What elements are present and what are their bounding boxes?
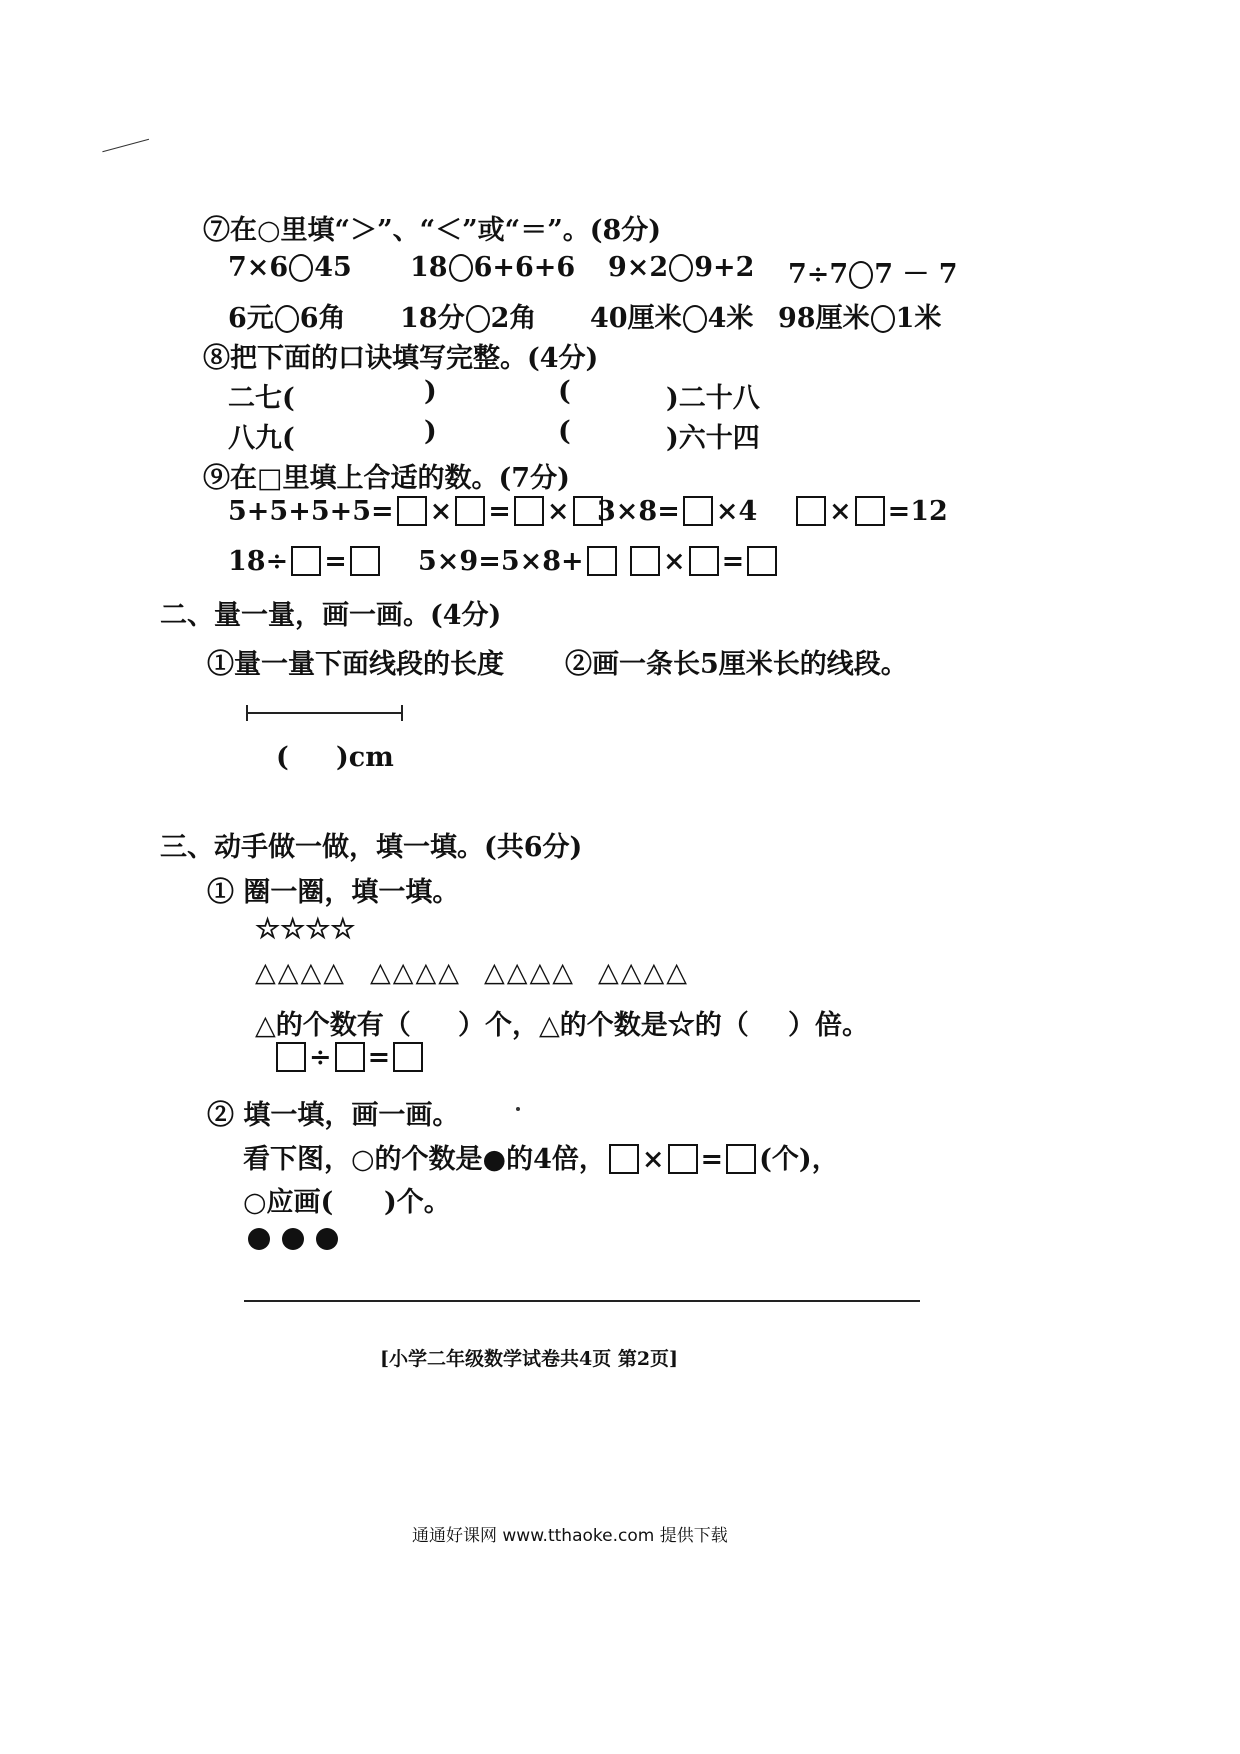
q8-blank-4-open: ( [558,416,571,447]
answer-box[interactable] [276,1042,306,1072]
measure-answer-open: ( [276,742,289,773]
triangle-group-4: △△△△ [598,957,690,988]
page-footer: [小学二年级数学试卷共4页 第2页] [380,1348,679,1370]
section-3-part-2-title: ② 填一填，画一画。 [207,1100,460,1131]
q7-item-8: 98厘米 1米 [778,303,942,334]
q7-item-2: 18 6+6+6 [410,252,576,283]
answer-box[interactable] [350,546,380,576]
segment-end-left [246,705,248,721]
division-equation: ÷ = [273,1042,426,1073]
filled-dots-group [248,1228,350,1254]
filled-dot [248,1228,270,1250]
speck [516,1107,520,1111]
compare-circle[interactable] [449,254,473,282]
q7-item-7: 40厘米 4米 [590,303,754,334]
part-2-text: 看下图，○的个数是●的4倍， × = (个)， [243,1144,839,1175]
q8-blank-1-open: 二七( [228,383,295,414]
answer-box[interactable] [455,496,485,526]
compare-circle[interactable] [683,305,707,333]
section-3-part-1-title: ① 圈一圈，填一填。 [207,877,460,908]
q8-blank-3-close: ) [424,416,437,447]
compare-circle[interactable] [849,261,873,289]
section-3-title: 三、动手做一做，填一填。(共6分) [160,832,583,863]
answer-box[interactable] [514,496,544,526]
triangle-group-3: △△△△ [484,957,576,988]
q8-blank-1-close: ) [424,376,437,407]
compare-circle[interactable] [466,305,490,333]
answer-box[interactable] [668,1144,698,1174]
q9-title: ⑨在□里填上合适的数。(7分) [203,463,570,494]
section-2-sub-1: ①量一量下面线段的长度 [207,649,504,680]
answer-box[interactable] [747,546,777,576]
q8-blank-2: )二十八 [666,383,760,414]
section-2-title: 二、量一量，画一画。(4分) [160,600,502,631]
answer-box[interactable] [587,546,617,576]
watermark-text: 通通好课网 www.tthaoke.com 提供下载 [412,1526,728,1546]
stars-group: ☆☆☆☆ [255,912,356,945]
measure-segment [247,712,403,714]
q9-eq-3: × =12 [793,496,948,527]
q9-eq-2: 3×8= ×4 [597,496,758,527]
q7-item-6: 18分 2角 [400,303,537,334]
fill-text-2: ）个，△的个数是☆的（ [458,1010,749,1041]
q8-blank-4: )六十四 [666,423,760,454]
triangle-group-2: △△△△ [370,957,462,988]
triangle-group-1: △△△△ [255,957,347,988]
measure-answer-unit: )cm [336,742,394,773]
answer-box[interactable] [726,1144,756,1174]
answer-box[interactable] [335,1042,365,1072]
q7-item-1: 7×6 45 [228,252,352,283]
q9-eq-6: × = [627,546,780,577]
answer-box[interactable] [683,496,713,526]
section-2-sub-2: ②画一条长5厘米长的线段。 [565,649,908,680]
answer-box[interactable] [393,1042,423,1072]
compare-circle[interactable] [289,254,313,282]
corner-mark: ⸻ [98,125,153,162]
q8-blank-3-open: 八九( [228,423,295,454]
q7-item-5: 6元 6角 [228,303,346,334]
q7-item-4: 7÷7 7 － 7 [788,259,958,290]
answer-box[interactable] [630,546,660,576]
compare-circle[interactable] [871,305,895,333]
fill-text-1: △的个数有（ [255,1010,411,1041]
filled-dot [316,1228,338,1250]
fill-text-3: ）倍。 [788,1010,869,1041]
footer-rule [244,1300,920,1302]
answer-box[interactable] [796,496,826,526]
compare-circle[interactable] [275,305,299,333]
part-2-line-2b: )个。 [384,1187,451,1218]
answer-box[interactable] [397,496,427,526]
q9-eq-5: 5×9=5×8+ [418,546,620,577]
q8-title: ⑧把下面的口诀填写完整。(4分) [203,343,599,374]
answer-box[interactable] [689,546,719,576]
answer-box[interactable] [291,546,321,576]
q9-eq-1: 5+5+5+5= × = × [228,496,606,527]
filled-dot [282,1228,304,1250]
q7-item-3: 9×2 9+2 [608,252,755,283]
segment-end-right [401,705,403,721]
compare-circle[interactable] [669,254,693,282]
answer-box[interactable] [855,496,885,526]
q8-blank-2-open: ( [558,376,571,407]
q9-eq-4: 18÷ = [228,546,383,577]
q7-title: ⑦在○里填“＞”、“＜”或“＝”。(8分) [203,215,662,246]
part-2-line-2a: ○应画( [243,1187,334,1218]
answer-box[interactable] [609,1144,639,1174]
